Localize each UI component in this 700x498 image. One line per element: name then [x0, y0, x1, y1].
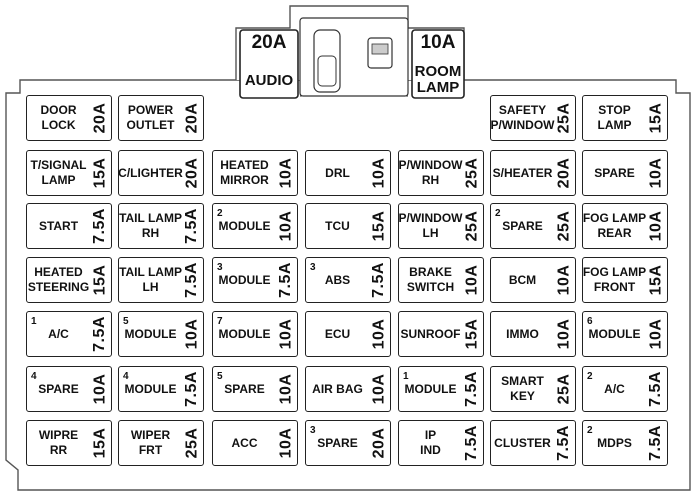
fuse-slot	[26, 366, 112, 412]
fuse-rating	[89, 204, 111, 248]
fuse-rating	[181, 204, 203, 248]
audio-relay-name: AUDIO	[244, 72, 294, 89]
fuse-name-line: BRAKE	[409, 265, 452, 279]
fuse-name-line: HEATED	[220, 158, 269, 172]
fuse-rating-text: 7.5A	[463, 371, 481, 407]
fuse-name	[30, 421, 87, 465]
fuse-rating	[275, 421, 297, 465]
fuse-index: 1	[403, 371, 409, 382]
fuse-name	[216, 204, 273, 248]
fuse-slot	[582, 257, 668, 303]
fuse-rating-text: 25A	[555, 102, 573, 134]
fuse-name-line: RR	[49, 443, 68, 457]
fuse-rating-text: 10A	[277, 427, 295, 459]
fuse-rating	[553, 367, 575, 411]
fuse-rating	[461, 421, 483, 465]
fuse-rating-text: 10A	[277, 373, 295, 405]
fuse-slot	[398, 203, 484, 249]
fuse-rating	[275, 258, 297, 302]
fuse-slot	[398, 420, 484, 466]
fuse-rating	[645, 421, 667, 465]
fuse-name-line: SWITCH	[406, 280, 455, 294]
fuse-rating-text: 10A	[555, 264, 573, 296]
fuse-rating-text: 10A	[277, 210, 295, 242]
fuse-name-line: RH	[421, 173, 440, 187]
fuse-rating-text: 7.5A	[183, 371, 201, 407]
fuse-rating-text: 10A	[277, 318, 295, 350]
fuse-slot	[212, 420, 298, 466]
fuse-rating-text: 20A	[370, 427, 388, 459]
fuse-name	[402, 312, 459, 356]
fuse-name	[216, 367, 273, 411]
fuse-name	[490, 96, 555, 140]
fuse-name-line: WIPRE	[38, 428, 79, 442]
fuse-rating-text: 7.5A	[463, 425, 481, 461]
fuse-rating-text: 25A	[183, 427, 201, 459]
fuse-rating-text: 25A	[555, 373, 573, 405]
fuse-rating	[368, 367, 390, 411]
fuse-slot	[26, 311, 112, 357]
fuse-slot	[118, 366, 204, 412]
fuse-name-line: MODULE	[588, 326, 641, 341]
fuse-rating-text: 10A	[183, 318, 201, 350]
fuse-slot	[26, 150, 112, 196]
fuse-name	[586, 96, 643, 140]
fuse-name	[122, 312, 179, 356]
fuse-name	[118, 151, 183, 195]
fuse-name-line: STOP	[598, 103, 631, 117]
fuse-rating	[275, 204, 297, 248]
fuse-rating-text: 20A	[91, 102, 109, 134]
fuse-slot	[582, 420, 668, 466]
fuse-slot	[398, 150, 484, 196]
fuse-slot	[118, 203, 204, 249]
fuse-rating	[553, 96, 575, 140]
fuse-name-line: IP	[424, 428, 437, 442]
fuse-slot	[305, 150, 391, 196]
fuse-name-line: HEATED	[34, 265, 83, 279]
fuse-name-line: SMART	[501, 374, 544, 388]
fuse-slot	[398, 257, 484, 303]
room-lamp-relay-amp: 10A	[420, 32, 456, 53]
fuse-slot	[212, 366, 298, 412]
fuse-index: 7	[217, 316, 223, 327]
fuse-name	[122, 421, 179, 465]
fuse-name-line: T/SIGNAL	[30, 158, 87, 172]
fuse-name	[30, 151, 87, 195]
fuse-name	[216, 151, 273, 195]
fuse-rating-text: 15A	[647, 102, 665, 134]
fuse-slot	[582, 366, 668, 412]
fuse-rating-text: 10A	[647, 318, 665, 350]
fuse-rating	[89, 151, 111, 195]
fuse-rating	[275, 151, 297, 195]
fuse-index: 2	[217, 208, 223, 219]
fuse-rating-text: 7.5A	[91, 208, 109, 244]
fuse-rating	[181, 367, 203, 411]
fuse-slot	[26, 420, 112, 466]
fuse-rating-text: 10A	[370, 318, 388, 350]
fuse-rating-text: 10A	[647, 210, 665, 242]
fuse-rating	[461, 258, 483, 302]
fuse-name	[30, 312, 87, 356]
fuse-slot	[305, 257, 391, 303]
fuse-slot	[490, 311, 576, 357]
fuse-index: 2	[587, 425, 593, 436]
fuse-name-line: FRONT	[593, 280, 636, 294]
fuse-name-line: MIRROR	[220, 173, 269, 187]
fuse-name-line: LAMP	[597, 118, 632, 132]
fuse-name-line: FRT	[138, 443, 163, 457]
fuse-name	[402, 258, 459, 302]
fuse-rating-text: 7.5A	[370, 262, 388, 298]
fuse-name-line: KEY	[510, 389, 535, 403]
fuse-rating-text: 15A	[463, 318, 481, 350]
fuse-name	[586, 151, 643, 195]
fuse-rating	[181, 151, 203, 195]
fuse-rating-text: 10A	[91, 373, 109, 405]
fuse-name-line: P/WINDOW	[398, 158, 463, 172]
fuse-slot	[305, 203, 391, 249]
fuse-rating-text: 25A	[555, 210, 573, 242]
fuse-name	[494, 312, 551, 356]
fuse-name-line: C/LIGHTER	[118, 165, 183, 180]
fuse-name-line: SPARE	[502, 218, 543, 233]
fuse-slot	[305, 366, 391, 412]
fuse-name	[582, 204, 647, 248]
fuse-index: 5	[217, 371, 223, 382]
fuse-rating	[89, 96, 111, 140]
fuse-name-line: IMMO	[506, 326, 539, 341]
fuse-name-line: ABS	[324, 272, 351, 287]
fuse-slot	[490, 150, 576, 196]
fuse-name	[309, 204, 366, 248]
fuse-name-line: LOCK	[41, 118, 76, 132]
fuse-name	[216, 312, 273, 356]
fuse-name-line: A/C	[48, 326, 69, 341]
fuse-name-line: MODULE	[218, 272, 271, 287]
fuse-name-line: TAIL LAMP	[119, 211, 182, 225]
fuse-name	[309, 258, 366, 302]
fuse-slot	[398, 311, 484, 357]
fuse-name	[398, 151, 463, 195]
fuse-name	[119, 204, 182, 248]
fuse-slot	[490, 420, 576, 466]
fuse-rating-text: 10A	[463, 264, 481, 296]
fuse-rating-text: 20A	[183, 102, 201, 134]
relay-clip-inner	[372, 44, 388, 54]
fuse-rating	[553, 312, 575, 356]
fuse-slot	[118, 311, 204, 357]
fuse-name-line: MODULE	[218, 326, 271, 341]
fuse-name	[30, 367, 87, 411]
fuse-name-line: CLUSTER	[494, 435, 551, 450]
fuse-name	[402, 421, 459, 465]
fuse-rating-text: 20A	[555, 157, 573, 189]
fuse-name	[122, 96, 179, 140]
fuse-rating	[461, 312, 483, 356]
fuse-name-line: IND	[420, 443, 441, 457]
fuse-name	[494, 151, 551, 195]
fuse-rating	[461, 367, 483, 411]
fuse-rating-text: 7.5A	[647, 371, 665, 407]
fuse-rating-text: 10A	[555, 318, 573, 350]
audio-relay-amp: 20A	[251, 32, 287, 53]
fuse-slot	[490, 95, 576, 141]
fuse-rating	[645, 96, 667, 140]
fuse-name-line: P/WINDOW	[490, 118, 555, 132]
fuse-name-line: OUTLET	[126, 118, 175, 132]
fuse-rating	[461, 151, 483, 195]
fuse-name-line: WIPER	[130, 428, 171, 442]
fuse-rating-text: 7.5A	[91, 316, 109, 352]
fuse-name-line: ECU	[324, 326, 351, 341]
fuse-name-line: LH	[422, 226, 439, 240]
fuse-rating	[368, 151, 390, 195]
fuse-rating-text: 25A	[463, 210, 481, 242]
fuse-name	[586, 421, 643, 465]
fuse-rating	[368, 258, 390, 302]
fuse-rating	[89, 367, 111, 411]
fuse-slot	[26, 95, 112, 141]
fuse-name-line: FOG LAMP	[582, 211, 647, 225]
fuse-rating	[553, 151, 575, 195]
fuse-rating	[645, 151, 667, 195]
fuse-name-line: SUNROOF	[400, 326, 461, 341]
fuse-rating	[181, 96, 203, 140]
fuse-name	[494, 367, 551, 411]
fuse-slot	[26, 257, 112, 303]
fuse-slot	[398, 366, 484, 412]
fuse-rating-text: 10A	[370, 157, 388, 189]
fuse-slot	[212, 257, 298, 303]
fuse-name	[494, 421, 551, 465]
room-lamp-relay-name: ROOM LAMP	[414, 63, 462, 96]
fuse-slot	[212, 203, 298, 249]
fuse-index: 3	[310, 262, 316, 273]
fuse-name-line: POWER	[127, 103, 174, 117]
fuse-slot	[582, 95, 668, 141]
fuse-name-line: LH	[142, 280, 159, 294]
fuse-name-line: TAIL LAMP	[119, 265, 182, 279]
fuse-rating	[368, 204, 390, 248]
fuse-slot	[305, 420, 391, 466]
fuse-name-line: REAR	[597, 226, 632, 240]
fuse-name	[402, 367, 459, 411]
fuse-rating-text: 20A	[183, 157, 201, 189]
fuse-index: 4	[31, 371, 37, 382]
fuse-rating	[553, 421, 575, 465]
fuse-name-line: RH	[141, 226, 160, 240]
fuse-name	[216, 258, 273, 302]
fuse-name-line: LAMP	[41, 173, 76, 187]
fuse-name	[309, 421, 366, 465]
fuse-rating	[181, 258, 203, 302]
fuse-rating-text: 15A	[91, 264, 109, 296]
fuse-rating	[275, 367, 297, 411]
fuse-slot	[582, 150, 668, 196]
fuse-index: 3	[217, 262, 223, 273]
fuse-name-line: ACC	[231, 435, 258, 450]
fuse-index: 2	[495, 208, 501, 219]
fuse-name-line: FOG LAMP	[582, 265, 647, 279]
fuse-name	[398, 204, 463, 248]
fuse-slot	[212, 311, 298, 357]
fuse-slot	[305, 311, 391, 357]
fuse-name	[216, 421, 273, 465]
fuse-name-line: STEERING	[27, 280, 90, 294]
fuse-slot	[118, 95, 204, 141]
fuse-index: 1	[31, 316, 37, 327]
fuse-rating	[645, 204, 667, 248]
fuse-name	[30, 96, 87, 140]
fuse-rating	[645, 367, 667, 411]
fuse-rating	[89, 421, 111, 465]
fuse-rating	[645, 312, 667, 356]
fuse-name-line: SPARE	[317, 435, 358, 450]
fuse-rating-text: 7.5A	[277, 262, 295, 298]
fuse-rating	[553, 258, 575, 302]
fuse-rating-text: 15A	[91, 157, 109, 189]
fuse-rating	[275, 312, 297, 356]
fuse-rating	[368, 312, 390, 356]
fuse-rating-text: 7.5A	[183, 262, 201, 298]
fuse-rating-text: 15A	[91, 427, 109, 459]
fuse-slot	[118, 150, 204, 196]
fuse-rating-text: 15A	[647, 264, 665, 296]
fuse-rating-text: 7.5A	[647, 425, 665, 461]
fuse-rating	[89, 258, 111, 302]
fuse-index: 5	[123, 316, 129, 327]
fuse-name-line: DRL	[325, 165, 350, 180]
fuse-rating-text: 25A	[463, 157, 481, 189]
fuse-name-line: SPARE	[224, 381, 265, 396]
fuse-name	[582, 258, 647, 302]
fuse-name-line: MODULE	[218, 218, 271, 233]
fuse-rating	[461, 204, 483, 248]
fuse-name-line: S/HEATER	[492, 165, 553, 180]
fuse-name	[309, 151, 366, 195]
fuse-rating-text: 15A	[370, 210, 388, 242]
fuse-name-line: AIR BAG	[312, 381, 363, 396]
fuse-rating	[368, 421, 390, 465]
fuse-slot	[118, 420, 204, 466]
fuse-name-line: P/WINDOW	[398, 211, 463, 225]
fuse-name	[27, 258, 90, 302]
fuse-name-line: MODULE	[124, 381, 177, 396]
fuse-name-line: SPARE	[594, 165, 635, 180]
fuse-index: 4	[123, 371, 129, 382]
fuse-rating-text: 7.5A	[555, 425, 573, 461]
fuse-slot	[212, 150, 298, 196]
fuse-rating	[553, 204, 575, 248]
fuse-slot	[118, 257, 204, 303]
fuse-slot	[582, 311, 668, 357]
fuse-slot	[490, 203, 576, 249]
fuse-name-line: DOOR	[40, 103, 77, 117]
fuse-slot	[26, 203, 112, 249]
fuse-rating-text: 10A	[370, 373, 388, 405]
fuse-name	[122, 367, 179, 411]
fuse-name-line: START	[38, 218, 79, 233]
fuse-name	[494, 258, 551, 302]
fuse-rating-text: 10A	[277, 157, 295, 189]
fuse-index: 3	[310, 425, 316, 436]
fuse-name-line: MODULE	[404, 381, 457, 396]
fuse-slot	[490, 366, 576, 412]
fuse-name-line: SAFETY	[498, 103, 547, 117]
fuse-name	[586, 312, 643, 356]
fuse-name-line: BCM	[508, 272, 537, 287]
fuse-name-line: MDPS	[597, 435, 632, 450]
fuse-rating-text: 10A	[647, 157, 665, 189]
fuse-index: 6	[587, 316, 593, 327]
fuse-name	[309, 367, 366, 411]
fuse-name	[30, 204, 87, 248]
fuse-name-line: TCU	[325, 218, 350, 233]
fuse-rating-text: 7.5A	[183, 208, 201, 244]
fuse-rating	[181, 312, 203, 356]
fuse-name	[309, 312, 366, 356]
fuse-slot	[582, 203, 668, 249]
fuse-name-line: MODULE	[124, 326, 177, 341]
fuse-name	[494, 204, 551, 248]
fuse-rating	[89, 312, 111, 356]
fuse-slot	[490, 257, 576, 303]
fuse-name-line: SPARE	[38, 381, 79, 396]
fuse-rating	[645, 258, 667, 302]
fuse-name	[119, 258, 182, 302]
fuse-index: 2	[587, 371, 593, 382]
fuse-name-line: A/C	[604, 381, 625, 396]
fuse-name	[586, 367, 643, 411]
fuse-rating	[181, 421, 203, 465]
